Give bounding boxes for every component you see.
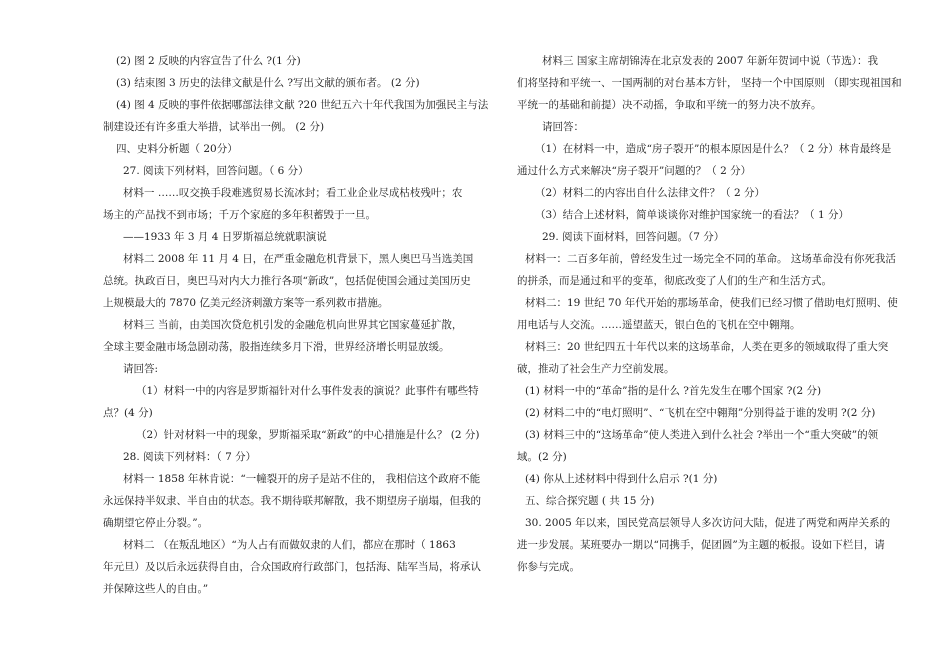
q27-sub2: （2）针对材料一中的现象，罗斯福采取“新政”的中心措施是什么？ (2 分)	[136, 429, 480, 441]
q29-sub1: (1) 材料一中的“革命”指的是什么 ?首先发生在哪个国家 ?(2 分)	[525, 385, 822, 397]
q29-sub3-cont: 域。(2 分)	[517, 451, 567, 463]
q27-material1: 材料一 ……叹交换手段难逃贸易长流冰封；看工业企业尽成枯枝残叶；农	[123, 187, 463, 199]
q30-text-cont2: 你参与完成。	[517, 561, 580, 573]
q28-material3-cont2: 平统一的基础和前提）决不动摇，争取和平统一的努力决不放弃。	[517, 99, 822, 111]
q27-material1-cont: 场主的产品找不到市场；千万个家庭的多年积蓄毁于一旦。	[103, 209, 376, 221]
q27-material2-cont2: 上规模最大的 7870 亿美元经济刺激方案等一系列救市措施。	[103, 297, 389, 309]
q28-material1-cont1: 永远保持半奴隶、半自由的状态。我不期待联邦解散，我不期望房子崩塌，但我的	[103, 495, 481, 507]
q26-sub4: (4) 图 4 反映的事件依据哪部法律文献 ?20 世纪五六十年代我国为加强民主与法	[116, 99, 489, 111]
q30-text: 30. 2005 年以来，国民党高层领导人多次访问大陆，促进了两党和两岸关系的	[525, 517, 891, 529]
q28-sub1: （1）在材料一中，造成“房子裂开”的根本原因是什么？（ 2 分）林肯最终是	[535, 143, 892, 155]
q27-material3-cont: 全球主要金融市场急剧动荡，股指连续多月下滑，世界经济增长明显放缓。	[103, 341, 450, 353]
q26-sub2: (2) 图 2 反映的内容宣告了什么 ?(1 分)	[116, 55, 301, 67]
q28-sub3: （3）结合上述材料，简单谈谈你对维护国家统一的看法？（ 1 分）	[535, 209, 850, 221]
q28-material1-cont2: 确期望它停止分裂。”。	[103, 517, 209, 529]
section-5-heading: 五、综合探究题 ( 共 15 分)	[525, 495, 655, 507]
q26-sub4-cont: 制建设还有许多重大举措，试举出一例。 (2 分)	[103, 121, 325, 133]
q27-material3: 材料三 当前，由美国次贷危机引发的金融危机向世界其它国家蔓延扩散，	[123, 319, 463, 331]
q28-sub2: （2）材料二的内容出自什么法律文件？（ 2 分）	[535, 187, 766, 199]
q27-material1-source: ——1933 年 3 月 4 日罗斯福总统就职演说	[123, 231, 327, 243]
q29-material2-cont: 用电话与人交流。……遥望蓝天，银白色的飞机在空中翱翔。	[517, 319, 801, 331]
q30-text-cont1: 进一步发展。某班要办一期以“同携手，促团圆”为主题的板报。设如下栏目，请	[517, 539, 885, 551]
q27-material2-cont1: 总统。执政百日，奥巴马对内大力推行各项“新政”，包括促使国会通过美国历史	[103, 275, 471, 287]
q29-material3-cont: 破，推动了社会生产力空前发展。	[517, 363, 675, 375]
q28-material2-cont1: 年元旦）及以后永远获得自由，合众国政府行政部门，包括海、陆军当局，将承认	[103, 561, 481, 573]
q27-prompt: 请回答:	[123, 363, 159, 375]
q29-sub3: (3) 材料三中的“这场革命”使人类进入到什么社会 ?举出一个“重大突破”的领	[525, 429, 879, 441]
q28-prompt: 请回答：	[542, 121, 584, 133]
q29-material2: 材料二：19 世纪 70 年代开始的那场革命，使我们已经习惯了借助电灯照明、使	[525, 297, 898, 309]
q28-material3: 材料三 国家主席胡锦涛在北京发表的 2007 年新年贺词中说（节选）：我	[542, 55, 878, 67]
q29-material1-cont: 的拼杀，而是通过和平的变革，彻底改变了人们的生产和生活方式。	[517, 275, 832, 287]
q29-sub2: (2) 材料二中的“电灯照明”、“飞机在空中翱翔”分别得益于谁的发明 ?(2 分)	[525, 407, 876, 419]
q28-heading: 28. 阅读下列材料：（ 7 分）	[123, 451, 257, 463]
q27-heading: 27. 阅读下列材料，回答问题。（ 6 分）	[123, 165, 309, 177]
q28-material1: 材料一 1858 年林肯说：“一幢裂开的房子是站不住的， 我相信这个政府不能	[123, 473, 481, 485]
q28-material2-cont2: 并保障这些人的自由。”	[103, 583, 209, 595]
q27-sub1-cont: 点？(4 分)	[103, 407, 153, 419]
q29-heading: 29. 阅读下面材料，回答问题。（7 分）	[542, 231, 725, 243]
q27-sub1: （1）材料一中的内容是罗斯福针对什么事件发表的演说？此事件有哪些特	[136, 385, 479, 397]
q29-material1: 材料一：二百多年前，曾经发生过一场完全不同的革命。 这场革命没有你死我活	[525, 253, 896, 265]
q26-sub3: (3) 结束图 3 历史的法律文献是什么 ?写出文献的颁布者。 (2 分)	[116, 77, 420, 89]
section-4-heading: 四、史料分析题（ 20分）	[116, 143, 238, 155]
q28-material3-cont1: 们将坚持和平统一、一国两制的对台基本方针， 坚持一个中国原则 （即实现祖国和	[517, 77, 902, 89]
q29-sub4: (4) 你从上述材料中得到什么启示 ?(1 分)	[525, 473, 718, 485]
q28-material2: 材料二 （在叛乱地区）“为人占有而做奴隶的人们，都应在那时（ 1863	[123, 539, 456, 551]
q27-material2: 材料二 2008 年 11 月 4 日，在严重金融危机背景下，黑人奥巴马当选美国	[123, 253, 474, 265]
q29-material3: 材料三：20 世纪四五十年代以来的这场革命，人类在更多的领域取得了重大突	[525, 341, 889, 353]
q28-sub1-cont: 通过什么方式来解决“房子裂开”问题的？（ 2 分）	[517, 165, 752, 177]
